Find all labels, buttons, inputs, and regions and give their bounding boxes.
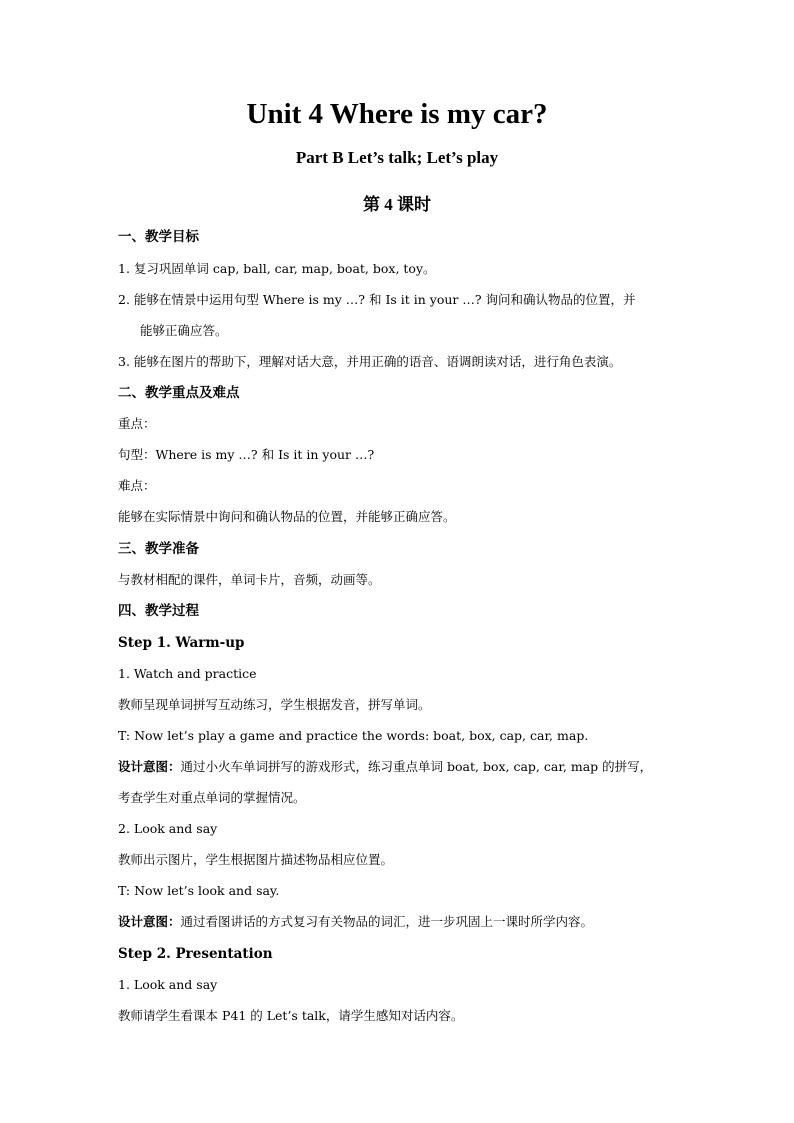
lesson-label: 第 4 课时 [363, 195, 431, 214]
text-line [140, 322, 754, 340]
section-heading [118, 384, 754, 402]
line-text: Step 2. Presentation [118, 946, 273, 962]
text-line [118, 820, 754, 838]
line-text: 句型：Where is my …? 和 Is it in your …? [118, 447, 375, 462]
text-line [118, 291, 754, 309]
design-intent-label: 设计意图： [118, 914, 181, 929]
text-line [118, 508, 754, 526]
text-line [118, 353, 754, 371]
section-heading [118, 602, 754, 620]
design-intent-label: 设计意图： [118, 759, 181, 774]
line-text: 能够在实际情景中询问和确认物品的位置，并能够正确应答。 [118, 509, 456, 524]
line-text: 1. Look and say [118, 977, 218, 992]
text-line [118, 882, 754, 900]
section-heading [118, 228, 754, 246]
line-text: 教师请学生看课本 P41 的 Let’s talk，请学生感知对话内容。 [118, 1008, 464, 1023]
line-text: 通过看图讲话的方式复习有关物品的词汇，进一步巩固上一课时所学内容。 [180, 914, 594, 929]
text-line [118, 976, 754, 994]
text-line [118, 260, 754, 278]
line-text: 1. 复习巩固单词 cap, ball, car, map, boat, box, toy。 [118, 261, 436, 276]
line-text: 四、教学过程 [118, 603, 199, 619]
document-title: Unit 4 Where is my car? [246, 98, 548, 130]
line-text: 考查学生对重点单词的掌握情况。 [118, 790, 306, 805]
text-line [118, 415, 754, 433]
section-heading [118, 945, 754, 963]
line-text: T: Now let’s play a game and practice the words: boat, box, cap, car, map. [118, 728, 589, 743]
line-text: 通过小火车单词拼写的游戏形式，练习重点单词 boat, box, cap, car, map 的拼写， [180, 759, 653, 774]
line-text: 三、教学准备 [118, 541, 199, 557]
line-text: 二、教学重点及难点 [118, 385, 240, 401]
line-text: 重点： [118, 416, 156, 431]
line-text: Step 1. Warm-up [118, 635, 245, 651]
line-text: 2. 能够在情景中运用句型 Where is my …? 和 Is it in your …? 询问和确认物品的位置，并 [118, 292, 636, 307]
text-line [118, 571, 754, 589]
text-line [118, 446, 754, 464]
document-subtitle: Part B Let’s talk; Let’s play [295, 148, 499, 167]
text-line [118, 789, 754, 807]
line-text: 3. 能够在图片的帮助下，理解对话大意，并用正确的语音、语调朗读对话，进行角色表演。 [118, 354, 622, 369]
text-line [118, 665, 754, 683]
line-text: 1. Watch and practice [118, 666, 257, 681]
line-text: 难点： [118, 478, 156, 493]
line-text: 2. Look and say [118, 821, 218, 836]
line-text: 教师呈现单词拼写互动练习，学生根据发音，拼写单词。 [118, 697, 431, 712]
line-text: 与教材相配的课件，单词卡片，音频，动画等。 [118, 572, 381, 587]
section-heading [118, 540, 754, 558]
line-text: 能够正确应答。 [140, 323, 228, 338]
text-line [118, 851, 754, 869]
text-line [118, 1007, 754, 1025]
text-line [118, 758, 754, 776]
line-text: 教师出示图片，学生根据图片描述物品相应位置。 [118, 852, 394, 867]
text-line [118, 727, 754, 745]
line-text: 一、教学目标 [118, 229, 199, 245]
text-line [118, 477, 754, 495]
line-text: T: Now let’s look and say. [118, 883, 280, 898]
text-line [118, 696, 754, 714]
text-line [118, 913, 754, 931]
section-heading [118, 634, 754, 652]
